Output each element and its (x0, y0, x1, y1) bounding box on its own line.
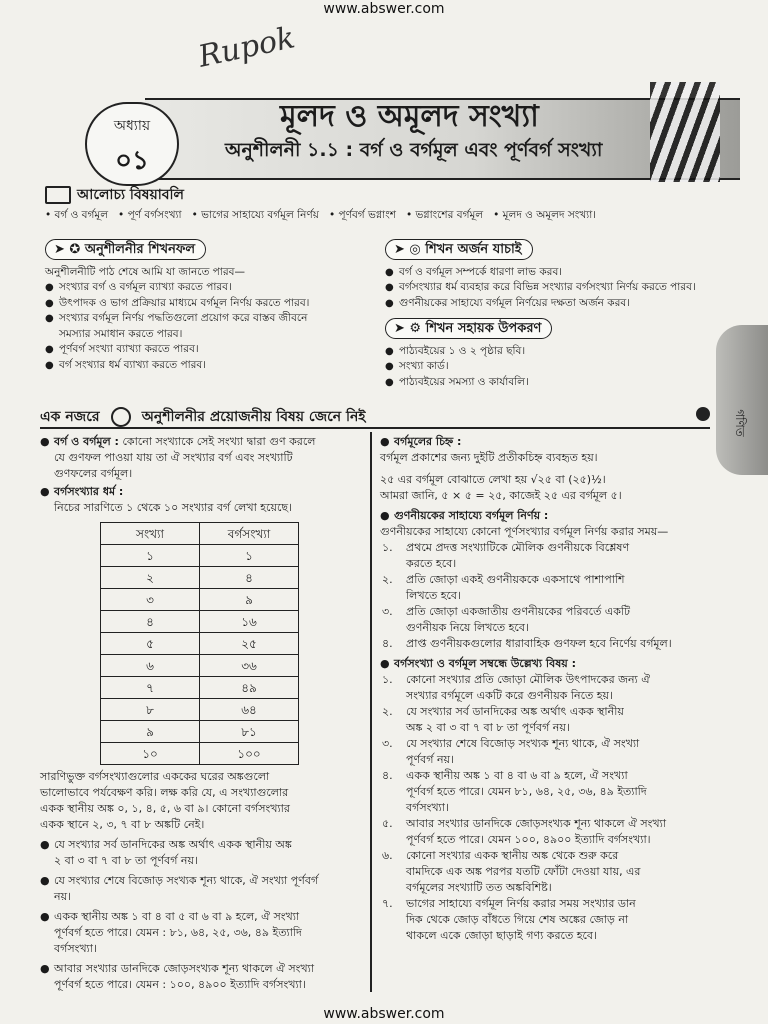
para-text: গুণনীয়কের সাহায্যে কোনো পূর্ণসংখ্যার বর্গমূল নির্ণয় করার সময়— (380, 525, 669, 538)
glance-heading: অনুশীলনীর প্রয়োজনীয় বিষয় জেনে নিই (141, 409, 366, 425)
rule-item-cont: পূর্ণবর্গ হতে পারে। যেমন : ৮১, ৬৪, ২৫, ৩৬, ৪৯ ইত্যাদি (54, 926, 302, 939)
para-title: বর্গসংখ্যার ধর্ম : (54, 485, 124, 498)
para-text: একক স্থানীয় অঙ্ক ০, ১, ৪, ৫, ৬ বা ৯। কোনো বর্গসংখ্যার (40, 802, 290, 815)
notes-list (380, 672, 710, 944)
item-number: ৪. (382, 637, 393, 650)
para-title: বর্গমূলের চিহ্ন : (394, 435, 462, 448)
squares-table (100, 522, 299, 765)
numbered-item (380, 848, 710, 896)
column-divider (370, 432, 372, 992)
table-cell-square: ১ (200, 545, 299, 567)
numbered-item (380, 672, 710, 704)
table-cell-number: ৯ (101, 721, 200, 743)
table-cell-square: ২৫ (200, 633, 299, 655)
para-text: যে গুণফল পাওয়া যায় তা ঐ সংখ্যার বর্গ এবং সংখ্যাটি (54, 451, 293, 464)
item-number: ১. (382, 673, 393, 686)
item-line: থাকলে একে জোড়া ছাড়াই গণ্য করতে হবে। (406, 929, 597, 942)
table-row (101, 699, 299, 721)
para-properties-title (40, 484, 365, 500)
assessment-item: ● বর্গসংখ্যার ধর্ম ব্যবহার করে বিভিন্ন সংখ্যার বর্গসংখ্যা নির্ণয় করতে পারব। (385, 280, 705, 296)
topic-item: ভগ্নাংশের বর্গমূল (415, 209, 484, 221)
side-tab (716, 325, 768, 475)
table-cell-number: ১ (101, 545, 200, 567)
item-line: বর্গমূলের সংখ্যাটি তত অঙ্কবিশিষ্ট। (406, 881, 552, 894)
down-arrow-icon (696, 407, 710, 421)
table-cell-number: ২ (101, 567, 200, 589)
table-cell-number: ৭ (101, 677, 200, 699)
rule-item: ● আবার সংখ্যার ডানদিকে জোড়সংখ্যক শূন্য থাকলে ঐ সংখ্যা (40, 961, 365, 977)
item-line: পূর্ণবর্গ নয়। (406, 753, 454, 766)
page-title: মূলদ ও অমূলদ সংখ্যা (280, 99, 539, 134)
numbered-item (380, 604, 710, 636)
learning-item: ● সংখ্যার বর্গ ও বর্গমূল ব্যাখ্যা করতে পারব। (45, 280, 365, 296)
item-number: ২. (382, 573, 393, 586)
handwritten-name: Rupok (195, 20, 298, 75)
numbered-item (380, 736, 710, 768)
item-line: বামদিকে এক অঙ্ক পরপর যতটি ফোঁটা দেওয়া যায়, এর (406, 865, 641, 878)
para-text: কোনো সংখ্যাকে সেই সংখ্যা দ্বারা গুণ করলে (122, 435, 316, 448)
table-header: বর্গসংখ্যা (200, 523, 299, 545)
assessment-heading-text: শিখন অর্জন যাচাই (425, 242, 522, 257)
table-cell-square: ৩৬ (200, 655, 299, 677)
table-cell-number: ৩ (101, 589, 200, 611)
table-cell-number: ৫ (101, 633, 200, 655)
chapter-word: অধ্যায় (113, 118, 151, 134)
arrow-circle-icon (111, 407, 131, 427)
item-number: ৩. (382, 605, 393, 618)
numbered-item (380, 816, 710, 848)
table-row (101, 743, 299, 765)
item-line: প্রাপ্ত গুণনীয়কগুলোর ধারাবাহিক গুণফল হবে নির্ণেয় বর্গমূল। (406, 637, 672, 650)
para-text: বর্গমূল প্রকাশের জন্য দুইটি প্রতীকচিহ্ন ব্যবহৃত হয়। (380, 451, 598, 464)
table-cell-number: ১০ (101, 743, 200, 765)
numbered-item (380, 572, 710, 604)
topic-item: ভাগের সাহায্যে বর্গমূল নির্ণয় (201, 209, 319, 221)
para-text: সারণিভুক্ত বর্গসংখ্যাগুলোর এককের ঘরের অঙ্কগুলো (40, 770, 270, 783)
learning-heading-text: অনুশীলনীর শিখনফল (84, 242, 196, 257)
item-line: কোনো সংখ্যার প্রতি জোড়া মৌলিক উৎপাদকের জন্য ঐ (406, 673, 651, 686)
item-line: কোনো সংখ্যার একক স্থানীয় অঙ্ক থেকে শুরু করে (406, 849, 619, 862)
glance-bar (40, 405, 710, 429)
item-line: যে সংখ্যার সর্ব ডানদিকের অঙ্ক অর্থাৎ একক স্থানীয় (406, 705, 624, 718)
item-line: আবার সংখ্যার ডানদিকে জোড়সংখ্যক শূন্য থাকলে ঐ সংখ্যা (406, 817, 667, 830)
assessment-item: ● গুণনীয়কের সাহায্যে বর্গমূল নির্ণয়ের দক্ষতা অর্জন করব। (385, 296, 705, 312)
item-line: যে সংখ্যার শেষে বিজোড় সংখ্যক শূন্য থাকে, ঐ সংখ্যা (406, 737, 640, 750)
learning-item-cont: সমস্যার সমাধান করতে পারব। (59, 327, 183, 340)
table-cell-number: ৪ (101, 611, 200, 633)
site-url-bottom[interactable]: www.abswer.com (323, 1006, 445, 1022)
para-square-root (40, 434, 365, 450)
rule-item-cont: নয়। (54, 890, 71, 903)
item-line: করতে হবে। (406, 557, 457, 570)
table-row (101, 633, 299, 655)
item-number: ৩. (382, 737, 393, 750)
table-cell-square: ৬৪ (200, 699, 299, 721)
assessment-heading: ➤ ◎ শিখন অর্জন যাচাই (385, 239, 533, 260)
learning-item: ● সংখ্যার বর্গমূল নির্ণয় পদ্ধতিগুলো প্রয়োগ করে বাস্তব জীবনে (45, 311, 365, 327)
rule-item: ● একক স্থানীয় অঙ্ক ১ বা ৪ বা ৫ বা ৬ বা ৯ হলে, ঐ সংখ্যা (40, 909, 365, 925)
table-cell-square: ১৬ (200, 611, 299, 633)
table-row (101, 721, 299, 743)
topics-section (45, 186, 596, 224)
materials-item: ● পাঠ্যবইয়ের ১ ও ২ পৃষ্ঠার ছবি। (385, 344, 705, 360)
para-factor-title (380, 508, 710, 524)
book-icon (45, 186, 71, 204)
learning-section (45, 242, 365, 373)
para-text: নিচের সারণিতে ১ থেকে ১০ সংখ্যার বর্গ লেখা হয়েছে। (54, 501, 292, 514)
materials-heading: ➤ ⚙ শিখন সহায়ক উপকরণ (385, 318, 552, 339)
learning-item: ● উৎপাদক ও ভাগ প্রক্রিয়ার মাধ্যমে বর্গমূল নির্ণয় করতে পারব। (45, 296, 365, 312)
left-column (40, 434, 365, 993)
right-column (380, 434, 710, 944)
item-line: ভাগের সাহায্যে বর্গমূল নির্ণয় করার সময় সংখ্যার ডান (406, 897, 636, 910)
banner-stripes (650, 82, 720, 182)
table-row (101, 677, 299, 699)
learning-item: ● পূর্ণবর্গ সংখ্যা ব্যাখ্যা করতে পারব। (45, 342, 365, 358)
chapter-banner (85, 82, 710, 182)
para-text: একক স্থানে ২, ৩, ৭ বা ৮ অঙ্কটি নেই। (40, 818, 205, 831)
item-line: দিক থেকে জোড় বাঁধতে গিয়ে শেষ অঙ্কের জোড় না (406, 913, 629, 926)
table-cell-square: ৪৯ (200, 677, 299, 699)
item-line: অঙ্ক ২ বা ৩ বা ৭ বা ৮ তা পূর্ণবর্গ নয়। (406, 721, 570, 734)
item-line: পূর্ণবর্গ হতে পারে। যেমন ৮১, ৬৪, ২৫, ৩৬, ৪৯ ইত্যাদি (406, 785, 647, 798)
table-row (101, 589, 299, 611)
item-line: প্রতি জোড়া একই গুণনীয়ককে একসাথে পাশাপাশি (406, 573, 625, 586)
para-title: গুণনীয়কের সাহায্যে বর্গমূল নির্ণয় : (394, 509, 549, 522)
topics-heading (45, 186, 596, 204)
rule-item-cont: পূর্ণবর্গ হতে পারে। যেমন : ১০০, ৪৯০০ ইত্যাদি বর্গসংখ্যা। (54, 978, 306, 991)
numbered-item (380, 768, 710, 816)
table-cell-square: ১০০ (200, 743, 299, 765)
site-url-top[interactable]: www.abswer.com (323, 1, 445, 17)
table-row (101, 567, 299, 589)
para-text: ভালোভাবে পর্যবেক্ষণ করি। লক্ষ করি যে, এ সংখ্যাগুলোর (40, 786, 289, 799)
para-title: বর্গসংখ্যা ও বর্গমূল সম্বন্ধে উল্লেখ্য বিষয় : (394, 657, 576, 670)
assessment-section (385, 242, 705, 390)
numbered-item (380, 896, 710, 944)
item-number: ৬. (382, 849, 393, 862)
item-number: ৭. (382, 897, 393, 910)
table-cell-number: ৮ (101, 699, 200, 721)
learning-heading: ➤ ✪ অনুশীলনীর শিখনফল (45, 239, 206, 260)
table-row (101, 545, 299, 567)
numbered-item (380, 540, 710, 572)
rule-item: ● যে সংখ্যার সর্ব ডানদিকের অঙ্ক অর্থাৎ একক স্থানীয় অঙ্ক (40, 837, 365, 853)
item-number: ২. (382, 705, 393, 718)
para-text: আমরা জানি, ৫ × ৫ = ২৫, কাজেই ২৫ এর বর্গমূল ৫। (380, 489, 622, 502)
table-cell-square: ৮১ (200, 721, 299, 743)
materials-item: ● সংখ্যা কার্ড। (385, 359, 705, 375)
para-notes-title (380, 656, 710, 672)
topics-list: • বর্গ ও বর্গমূল • পূর্ণ বর্গসংখ্যা • ভাগের সাহায্যে বর্গমূল নির্ণয় • পূর্ণবর্গ ভগ্নাংশ • ভগ্নাংশের বর্গমূল • মূলদ ও অমূলদ সংখ্যা। (45, 209, 597, 221)
table-cell-square: ৯ (200, 589, 299, 611)
side-tab-label: গণিত (732, 409, 747, 437)
numbered-item (380, 704, 710, 736)
topic-item: পূর্ণবর্গ ভগ্নাংশ (338, 209, 396, 221)
rule-item-cont: ২ বা ৩ বা ৭ বা ৮ তা পূর্ণবর্গ নয়। (54, 854, 198, 867)
table-row (101, 655, 299, 677)
materials-heading-text: শিখন সহায়ক উপকরণ (425, 321, 542, 336)
topics-heading-text: আলোচ্য বিষয়াবলি (77, 187, 184, 203)
learning-item: ● বর্গ সংখ্যার ধর্ম ব্যাখ্যা করতে পারব। (45, 358, 365, 374)
assessment-item: ● বর্গ ও বর্গমূল সম্পর্কে ধারণা লাভ করব। (385, 265, 705, 281)
rule-item: ● যে সংখ্যার শেষে বিজোড় সংখ্যক শূন্য থাকে, ঐ সংখ্যা পূর্ণবর্গ (40, 873, 365, 889)
para-text: গুণফলের বর্গমূল। (54, 467, 133, 480)
rule-item-cont: বর্গসংখ্যা। (54, 942, 97, 955)
learning-intro: অনুশীলনীটি পাঠ শেষে আমি যা জানতে পারব— (45, 265, 245, 278)
para-symbol-title (380, 434, 710, 450)
table-cell-number: ৬ (101, 655, 200, 677)
item-number: ৪. (382, 769, 393, 782)
topic-item: পূর্ণ বর্গসংখ্যা (127, 209, 182, 221)
para-title: বর্গ ও বর্গমূল : (54, 435, 119, 448)
item-line: গুণনীয়ক নিয়ে লিখতে হবে। (406, 621, 529, 634)
item-line: সংখ্যার বর্গমূলে একটি করে গুণনীয়ক নিতে হয়। (406, 689, 613, 702)
item-number: ১. (382, 541, 393, 554)
chapter-badge (85, 102, 179, 186)
item-line: একক স্থানীয় অঙ্ক ১ বা ৪ বা ৬ বা ৯ হলে, ঐ সংখ্যা (406, 769, 628, 782)
chapter-number: ০১ (115, 146, 149, 176)
item-line: পূর্ণবর্গ হতে পারে। যেমন ১০০, ৪৯০০ ইত্যাদি বর্গসংখ্যা। (406, 833, 651, 846)
materials-item: ● পাঠ্যবইয়ের সমস্যা ও কার্যাবলি। (385, 375, 705, 391)
item-number: ৫. (382, 817, 393, 830)
numbered-item (380, 636, 710, 652)
item-line: বর্গসংখ্যা। (406, 801, 449, 814)
page-subtitle: অনুশীলনী ১.১ : বর্গ ও বর্গমূল এবং পূর্ণবর্গ সংখ্যা (225, 139, 603, 161)
glance-prefix: এক নজরে (40, 409, 100, 425)
table-row (101, 611, 299, 633)
table-header: সংখ্যা (101, 523, 200, 545)
steps-list (380, 540, 710, 652)
item-line: লিখতে হবে। (406, 589, 461, 602)
item-line: প্রথমে প্রদত্ত সংখ্যাটিকে মৌলিক গুণনীয়কে বিশ্লেষণ (406, 541, 630, 554)
item-line: প্রতি জোড়া একজাতীয় গুণনীয়কের পরিবর্তে একটি (406, 605, 631, 618)
para-text: ২৫ এর বর্গমূল বোঝাতে লেখা হয় √২৫ বা (২৫)½। (380, 473, 606, 486)
table-cell-square: ৪ (200, 567, 299, 589)
topic-item: মূলদ ও অমূলদ সংখ্যা। (502, 209, 597, 221)
topic-item: বর্গ ও বর্গমূল (54, 209, 109, 221)
